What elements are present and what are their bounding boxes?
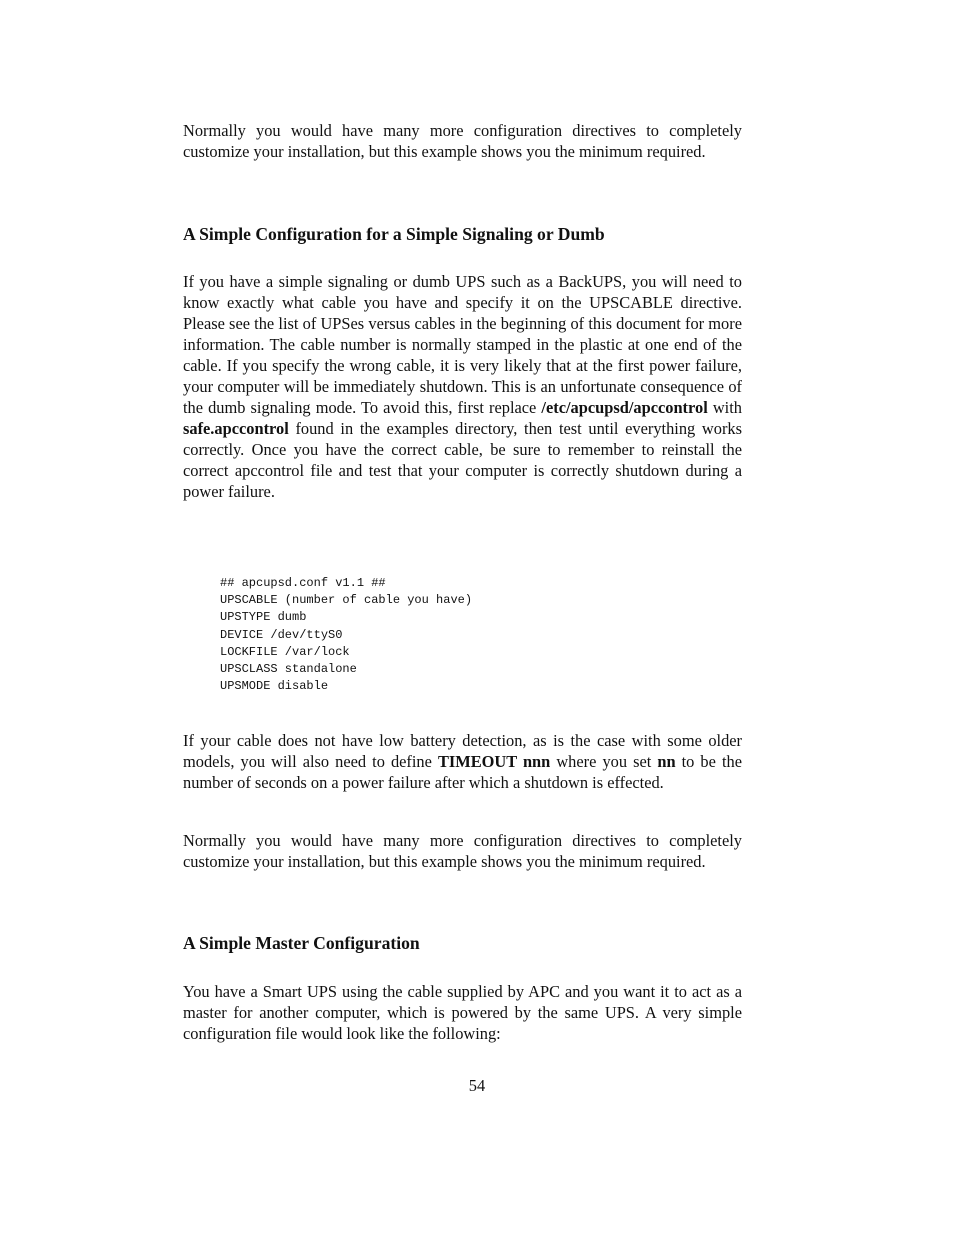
timeout-text-a: If your cable does not have low battery detection, as is the case with some older models, you will also need to define xyxy=(183,731,742,771)
dumb-text-a: If you have a simple signaling or dumb UPS such as a BackUPS, you will need to know exactly what cable you have and specify it on the UPSCABLE directive. Please see the list of UPSes versus cables in the beginning of this document for more information. The cable number is normally stamped in the plastic at one end of the cable. If you specify the wrong cable, it is very likely that at the first power failure, your computer will be immediately shutdown. This is an unfortunate consequence of the dumb signaling mode. To avoid this, first replace xyxy=(183,272,742,417)
safe-apccontrol-file: safe.apccontrol xyxy=(183,419,289,438)
master-paragraph: You have a Smart UPS using the cable supplied by APC and you want it to act as a master for another computer, which is powered by the same UPS. A very simple configuration file would look like the following: xyxy=(183,982,742,1043)
nn-variable: nn xyxy=(657,752,676,771)
timeout-paragraph xyxy=(183,730,742,793)
page-number: 54 xyxy=(468,1076,486,1095)
apccontrol-path: /etc/apcupsd/apccontrol xyxy=(541,398,708,417)
dumb-ups-paragraph xyxy=(183,271,742,502)
intro-paragraph: Normally you would have many more configuration directives to completely customize your installation, but this example shows you the minimum required. xyxy=(183,121,742,161)
timeout-text-c: to be the number of seconds on a power failure after which a shutdown is effected. xyxy=(183,752,742,792)
config-code-block: ## apcupsd.conf v1.1 ## UPSCABLE (number of cable you have) UPSTYPE dumb DEVICE /dev/ttyS0 LOCKFILE /var/lock UPSCLASS standalone UPSMODE disable xyxy=(220,576,473,694)
normally-paragraph: Normally you would have many more configuration directives to completely customize your installation, but this example shows you the minimum required. xyxy=(183,831,742,871)
timeout-text-b: where you set xyxy=(550,752,658,771)
dumb-text-c: found in the examples directory, then test until everything works correctly. Once you have the correct cable, be sure to remember to reinstall the correct apccontrol file and test that your computer is correctly shutdown during a power failure. xyxy=(183,419,742,501)
section-heading-dumb: A Simple Configuration for a Simple Signaling or Dumb xyxy=(183,224,605,244)
dumb-text-b: with xyxy=(707,398,742,417)
section-heading-master: A Simple Master Configuration xyxy=(183,933,420,953)
timeout-directive: TIMEOUT nnn xyxy=(437,752,551,771)
